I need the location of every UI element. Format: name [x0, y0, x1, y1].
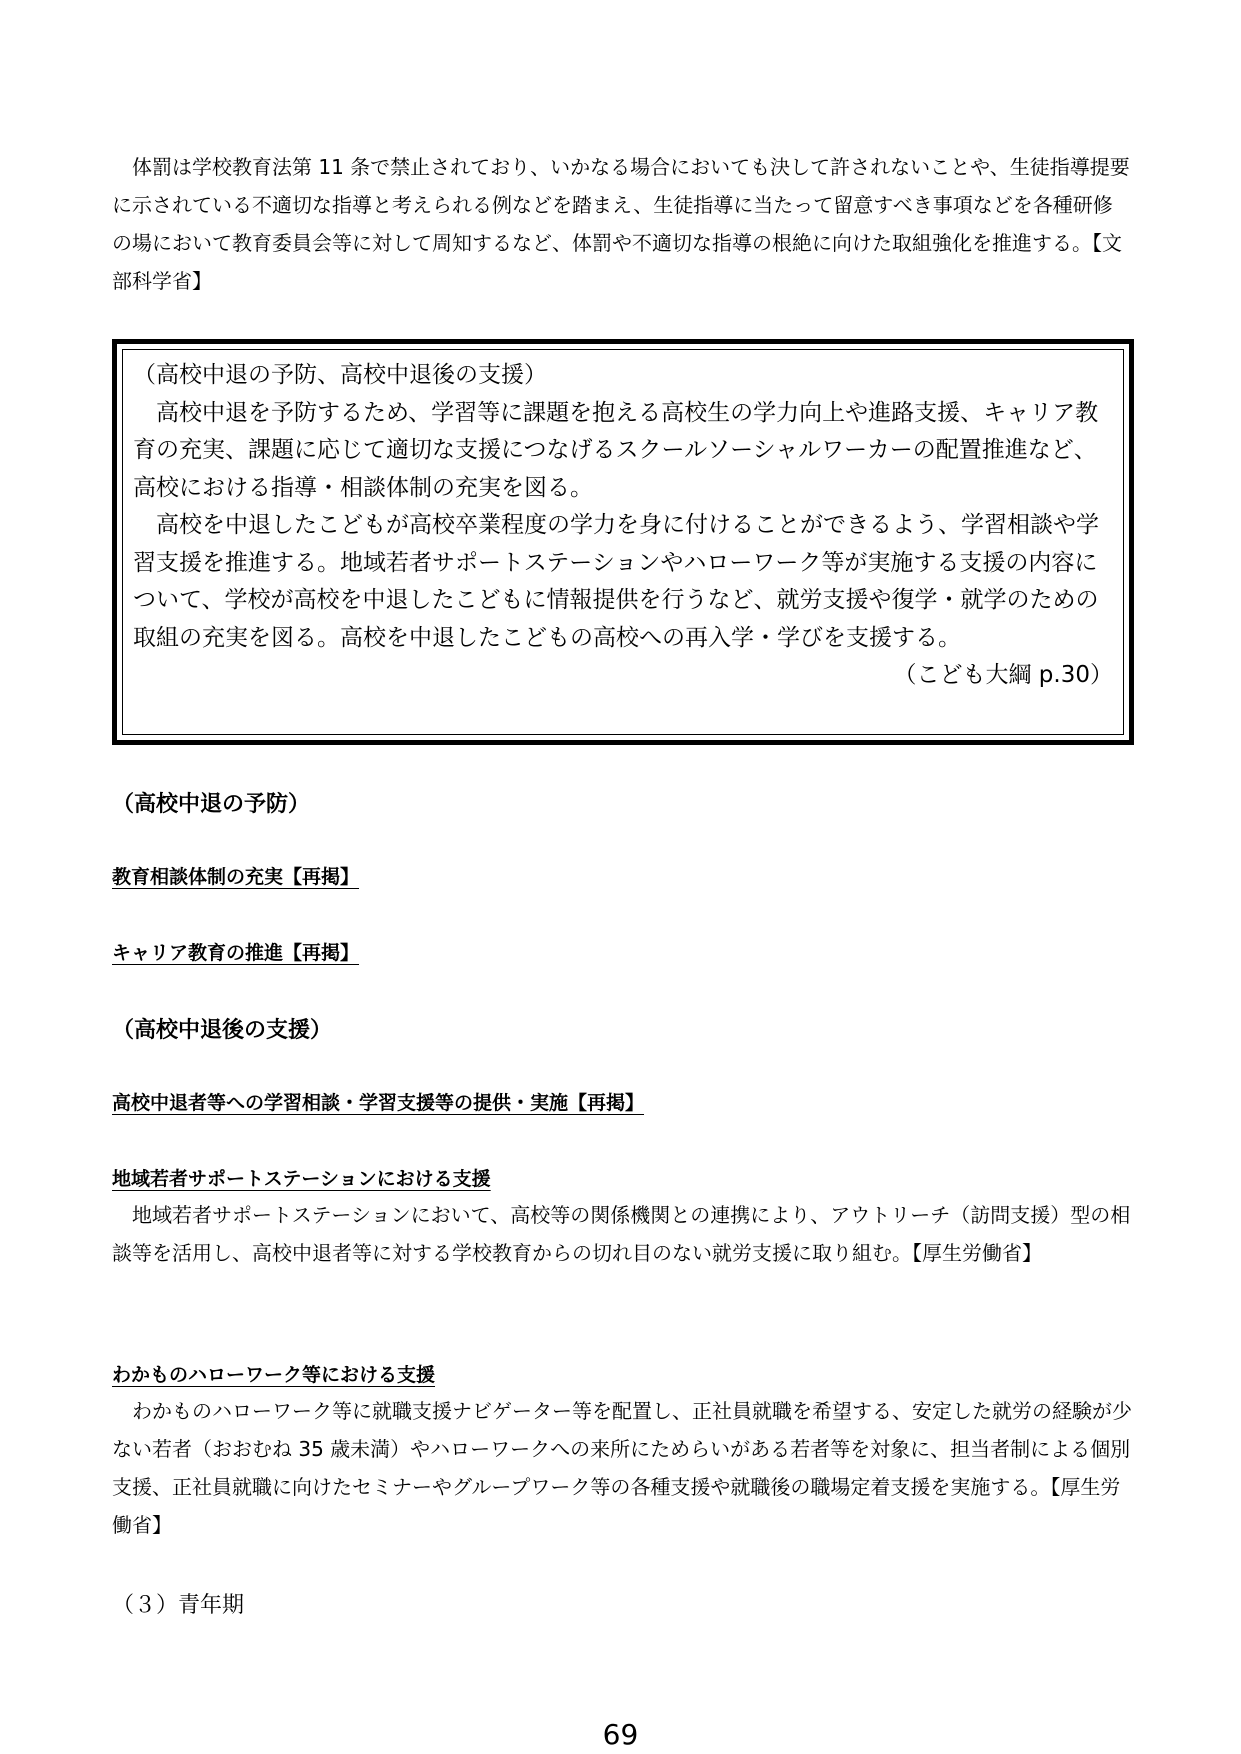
item-heading-hello-work: わかものハローワーク等における支援 [112, 1364, 436, 1386]
page-number: 69 [602, 1718, 639, 1751]
box-citation: （こども大綱 p.30） [893, 662, 1113, 688]
intro-paragraph: 体罰は学校教育法第 11 条で禁止されており、いかなる場合においても決して許されないことや、生徒指導提要に示されている不適切な指導と考えられる例などを踏まえ、生徒指導に当たって留意すべき事項などを各種研修の場において教育委員会等に対して周知するなど、体罰や不適切な指導の根絶に向けた取組強化を推進する。【文部科学省】 [112, 155, 1130, 293]
item-heading-support-station: 地域若者サポートステーションにおける支援 [112, 1168, 491, 1190]
item-heading: キャリア教育の推進【再掲】 [112, 942, 360, 964]
box-paragraph: 高校を中退したこどもが高校卒業程度の学力を身に付けることができるよう、学習相談や学習支援を推進する。地域若者サポートステーションやハローワーク等が実施する支援の内容について、学校が高校を中退したこどもに情報提供を行うなど、就労支援や復学・就学のための取組の充実を図る。高校を中退したこどもの高校への再入学・学びを支援する。 [133, 512, 1099, 651]
section-heading-prevention: （高校中退の予防） [112, 792, 311, 817]
next-section-heading: （３）青年期 [112, 1593, 245, 1618]
section-heading-after: （高校中退後の支援） [112, 1018, 333, 1043]
summary-box-inner [122, 349, 1124, 735]
box-paragraph: 高校中退を予防するため、学習等に課題を抱える高校生の学力向上や進路支援、キャリア教育の充実、課題に応じて適切な支援につなげるスクールソーシャルワーカーの配置推進など、高校における指導・相談体制の充実を図る。 [133, 399, 1099, 501]
box-title: （高校中退の予防、高校中退後の支援） [133, 362, 547, 388]
support-station-paragraph: 地域若者サポートステーションにおいて、高校等の関係機関との連携により、アウトリーチ（訪問支援）型の相談等を活用し、高校中退者等に対する学校教育からの切れ目のない就労支援に取り組む。【厚生労働省】 [112, 1203, 1131, 1265]
item-heading: 高校中退者等への学習相談・学習支援等の提供・実施【再掲】 [112, 1092, 645, 1114]
item-heading: 教育相談体制の充実【再掲】 [112, 866, 360, 888]
summary-box [112, 339, 1134, 745]
hello-work-paragraph: わかものハローワーク等に就職支援ナビゲーター等を配置し、正社員就職を希望する、安定した就労の経験が少ない若者（おおむね 35 歳未満）やハローワークへの来所にためらいがある若者等を対象に、担当者制による個別支援、正社員就職に向けたセミナーやグループワーク等の各種支援や就職後の職場定着支援を実施する。【厚生労働省】 [112, 1399, 1132, 1537]
